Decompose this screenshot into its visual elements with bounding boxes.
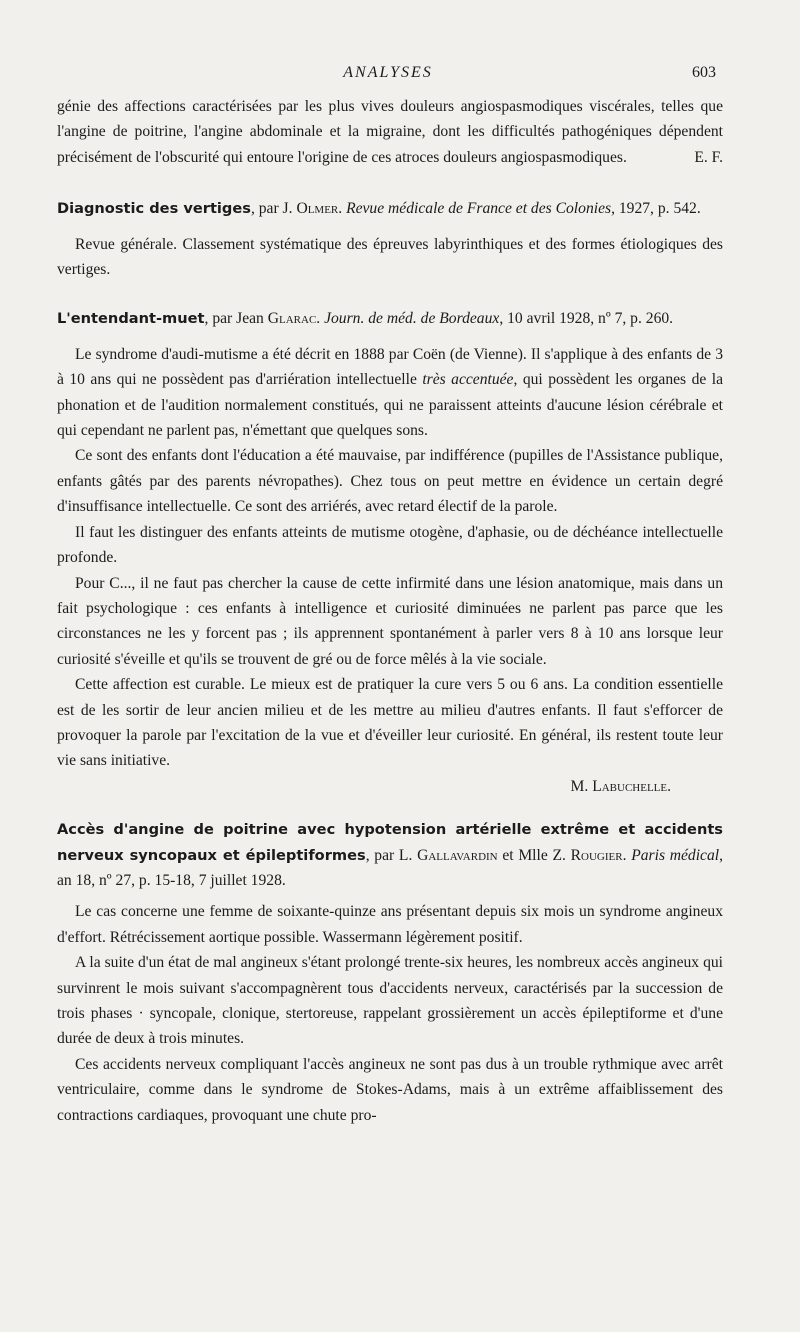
review-heading bbox=[57, 817, 723, 893]
journal-name: Journ. de méd. de Bordeaux bbox=[324, 310, 500, 328]
paragraph: Cette affection est curable. Le mieux est de pratiquer la cure vers 5 ou 6 ans. La condition essentielle est de les sortir de leur ancien milieu et de les mettre au milieu d'autres enfants. Il faut s'efforcer de provoquer la parole par l'excitation de la vue et d'éveiller leur curiosité. En général, ils restent toute leur vie sans initiative. bbox=[57, 676, 723, 770]
review-signature: E. F. bbox=[694, 148, 723, 166]
byline: , par Jean bbox=[204, 310, 268, 328]
author-name: Glarac bbox=[267, 310, 317, 328]
paragraph: Ce sont des enfants dont l'éducation a été mauvaise, par indifférence (pupilles de l'Assistance publique, enfants gâtés par des parents névropathes). Chez tous on peut mettre en évidence un certain degré d'insuffisance intellectuelle. Ce sont des arriérés, avec retard électif de la parole. bbox=[57, 447, 723, 516]
conjunction: et Mlle Z. bbox=[497, 846, 571, 864]
paragraph-emphasis: très accentuée bbox=[422, 371, 514, 389]
paragraph-text: , qui possèdent les organes de la phonation et de l'audition normalement constitués, qui ne paraissent atteints d'aucune lésion cérébrale et qui cependant ne parlent pas, n'émettant que quelques sons. bbox=[57, 371, 723, 440]
continuation-paragraph: génie des affections caractérisées par les plus vives douleurs angiospasmodiques viscérales, telles que l'angine de poitrine, l'angine abdominale et la migraine, dont les difficultés pathogéniques dépendent précisément de l'obscurité qui entoure l'origine de ces atroces douleurs angiospasmodiques. bbox=[57, 98, 723, 166]
review-entendant-muet bbox=[57, 306, 723, 799]
author-name: Olmer bbox=[296, 200, 339, 218]
review-title: Diagnostic des vertiges bbox=[57, 200, 251, 218]
review-heading bbox=[57, 196, 723, 221]
journal-name: Revue médicale de France et des Colonies bbox=[346, 200, 612, 218]
page-content bbox=[57, 94, 723, 1128]
separator: . bbox=[316, 310, 325, 328]
byline: , par J. bbox=[250, 200, 297, 218]
previous-review-continuation bbox=[57, 94, 723, 170]
citation: , an 18, nº 27, p. 15-18, 7 juillet 1928. bbox=[57, 846, 723, 889]
citation: , 10 avril 1928, nº 7, p. 260. bbox=[499, 310, 674, 328]
paragraph: A la suite d'un état de mal angineux s'étant prolongé trente-six heures, les nombreux accès angineux qui survinrent le mois suivant s'accompagnèrent tous d'accidents nerveux, caractérisés par la succession de trois phases · syncopale, clonique, stertoreuse, rappelant grossièrement un accès épileptiforme et d'une durée de deux à trois minutes. bbox=[57, 954, 723, 1048]
review-title: L'entendant-muet bbox=[57, 310, 205, 328]
separator: . bbox=[338, 200, 347, 218]
review-heading bbox=[57, 306, 723, 331]
author-name: Gallavardin bbox=[417, 846, 498, 864]
citation: , 1927, p. 542. bbox=[611, 200, 701, 218]
review-title: Accès d'angine de poitrine avec hypotension artérielle extrême et accidents nerveux syncopaux et épileptiformes bbox=[57, 821, 723, 864]
paragraph: Il faut les distinguer des enfants atteints de mutisme otogène, d'aphasie, ou de déchéance intellectuelle profonde. bbox=[57, 523, 723, 567]
page-number: 603 bbox=[692, 64, 716, 81]
review-body: Revue générale. Classement systématique des épreuves labyrinthiques et des formes étiologiques des vertiges. bbox=[57, 235, 723, 279]
paragraph-text: Le syndrome d'audi-mutisme a été décrit en 1888 par Coën (de Vienne). Il s'applique à des enfants de 3 à 10 ans qui ne possèdent pas d'arriération intellectuelle bbox=[57, 345, 723, 389]
journal-name: Paris médical bbox=[631, 846, 720, 864]
review-acces-angine-de-poitrine bbox=[57, 817, 723, 1128]
review-diagnostic-des-vertiges bbox=[57, 196, 723, 282]
paragraph: Ces accidents nerveux compliquant l'accès angineux ne sont pas dus à un trouble rythmique avec arrêt ventriculaire, comme dans le syndrome de Stokes-Adams, mais à un extrême affaiblissement des contractions cardiaques, provoquant une chute pro- bbox=[57, 1055, 723, 1124]
page-header bbox=[60, 64, 716, 86]
paragraph: Le cas concerne une femme de soixante-quinze ans présentant depuis six mois un syndrome angineux d'effort. Rétrécissement aortique possible. Wassermann légèrement positif. bbox=[57, 903, 723, 946]
byline: , par L. bbox=[365, 846, 418, 864]
author-name: Rougier bbox=[570, 846, 623, 864]
paragraph bbox=[57, 342, 723, 444]
paragraph: Pour C..., il ne faut pas chercher la cause de cette infirmité dans une lésion anatomique, mais dans un fait psychologique : ces enfants à intelligence et curiosité diminuées ne parlent pas parce que les circonstances ne les y forcent pas ; ils apprennent spontanément à parler vers 8 à 10 ans lorsque leur curiosité s'éveille et qu'ils se trouvent de gré ou de force mêlés à la vie sociale. bbox=[57, 574, 723, 668]
running-head: ANALYSES bbox=[343, 64, 433, 81]
review-signature: M. Labuchelle. bbox=[570, 777, 671, 795]
separator: . bbox=[622, 846, 632, 864]
